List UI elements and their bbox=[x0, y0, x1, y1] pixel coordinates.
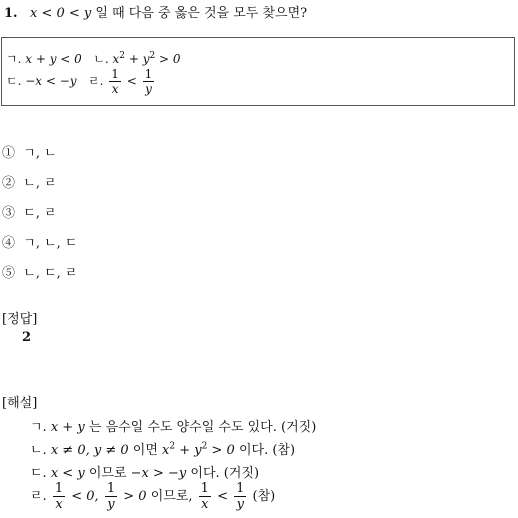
choice-marker: ② bbox=[2, 176, 16, 191]
statement-expr-2-plus: + bbox=[125, 52, 143, 66]
solution-frac-3: $\frac{1}{x}$ bbox=[200, 481, 209, 512]
solution-lt: < bbox=[217, 489, 228, 504]
question-number: 1. bbox=[4, 6, 18, 21]
solution-heading: [해설] bbox=[2, 396, 38, 411]
solution-math-3: x < y bbox=[50, 466, 85, 481]
statement-expr-2-x: x bbox=[112, 52, 120, 66]
statement-frac-left: $\frac{1}{x}$ bbox=[111, 67, 119, 96]
statement-label-4: ㄹ. bbox=[88, 74, 104, 88]
question-line bbox=[4, 2, 307, 21]
solution-label-3: ㄷ. bbox=[30, 466, 47, 481]
solution-text-1: 는 음수일 수도 양수일 수도 있다. (거짓) bbox=[88, 420, 317, 435]
solution-math-2b-tail: > 0 bbox=[207, 443, 235, 458]
solution-verdict-3: 이다. (거짓) bbox=[190, 466, 260, 481]
answer-value: 2 bbox=[22, 330, 32, 345]
solution-label-4: ㄹ. bbox=[30, 489, 47, 504]
statement-row-1 bbox=[6, 50, 181, 67]
question-condition: x < 0 < y bbox=[29, 6, 92, 21]
statement-expr-2-y: y bbox=[142, 52, 150, 66]
solution-mid-2: > 0 bbox=[123, 489, 147, 504]
choice-marker: ⑤ bbox=[2, 266, 16, 281]
solution-exp-2a: 2 bbox=[169, 441, 176, 452]
solution-frac-4: $\frac{1}{y}$ bbox=[236, 481, 245, 512]
solution-math-3b: −x > −y bbox=[130, 466, 187, 481]
choice-text: ㄴ, ㄹ bbox=[23, 176, 57, 191]
solution-text-3: 이므로 bbox=[88, 466, 127, 481]
statement-exp-2a: 2 bbox=[119, 51, 126, 61]
choice-3[interactable] bbox=[2, 202, 57, 221]
solution-frac-1: $\frac{1}{x}$ bbox=[54, 481, 64, 512]
solution-label-2: ㄴ. bbox=[30, 443, 47, 458]
choice-text: ㄱ, ㄴ, ㄷ bbox=[23, 236, 78, 251]
choice-text: ㄷ, ㄹ bbox=[23, 206, 57, 221]
solution-math-1: x + y bbox=[50, 420, 85, 435]
statement-expr-1: x + y < 0 bbox=[25, 52, 82, 66]
solution-math-2b-plus: + bbox=[175, 443, 195, 458]
solution-line-1 bbox=[30, 416, 316, 435]
choice-marker: ④ bbox=[2, 236, 16, 251]
statement-label-3: ㄷ. bbox=[6, 74, 22, 88]
statement-frac-right: $\frac{1}{y}$ bbox=[144, 67, 153, 96]
solution-text-4: 이므로, bbox=[150, 489, 193, 504]
choice-marker: ① bbox=[2, 146, 16, 161]
choice-text: ㄴ, ㄷ, ㄹ bbox=[23, 266, 78, 281]
statement-expr-3: −x < −y bbox=[25, 74, 77, 88]
solution-exp-2b: 2 bbox=[201, 441, 208, 452]
solution-line-4 bbox=[30, 482, 275, 511]
answer-heading: [정답] bbox=[2, 312, 38, 327]
solution-mid-1: < 0, bbox=[71, 489, 99, 504]
solution-math-2: x ≠ 0, y ≠ 0 bbox=[50, 443, 129, 458]
solution-label-1: ㄱ. bbox=[30, 420, 47, 435]
solution-frac-2: $\frac{1}{y}$ bbox=[106, 481, 116, 512]
solution-verdict-4: (참) bbox=[252, 489, 276, 504]
solution-line-2 bbox=[30, 439, 295, 458]
choice-1[interactable] bbox=[2, 142, 57, 161]
solution-math-2b-y: y bbox=[194, 443, 202, 458]
choice-2[interactable] bbox=[2, 172, 57, 191]
solution-text-2: 이면 bbox=[132, 443, 158, 458]
statement-exp-2b: 2 bbox=[149, 51, 156, 61]
solution-verdict-2: 이다. (참) bbox=[238, 443, 296, 458]
statement-expr-2-tail: > 0 bbox=[155, 52, 181, 66]
statement-lt: < bbox=[126, 74, 137, 88]
choice-4[interactable] bbox=[2, 232, 78, 251]
statement-row-2 bbox=[6, 68, 156, 95]
solution-line-3 bbox=[30, 462, 259, 481]
choice-marker: ③ bbox=[2, 206, 16, 221]
choice-5[interactable] bbox=[2, 262, 78, 281]
solution-math-2b-x: x bbox=[162, 443, 170, 458]
question-text: 일 때 다음 중 옳은 것을 모두 찾으면? bbox=[95, 6, 308, 21]
statement-label-1: ㄱ. bbox=[6, 52, 22, 66]
statement-label-2: ㄴ. bbox=[93, 52, 109, 66]
choice-text: ㄱ, ㄴ bbox=[23, 146, 57, 161]
